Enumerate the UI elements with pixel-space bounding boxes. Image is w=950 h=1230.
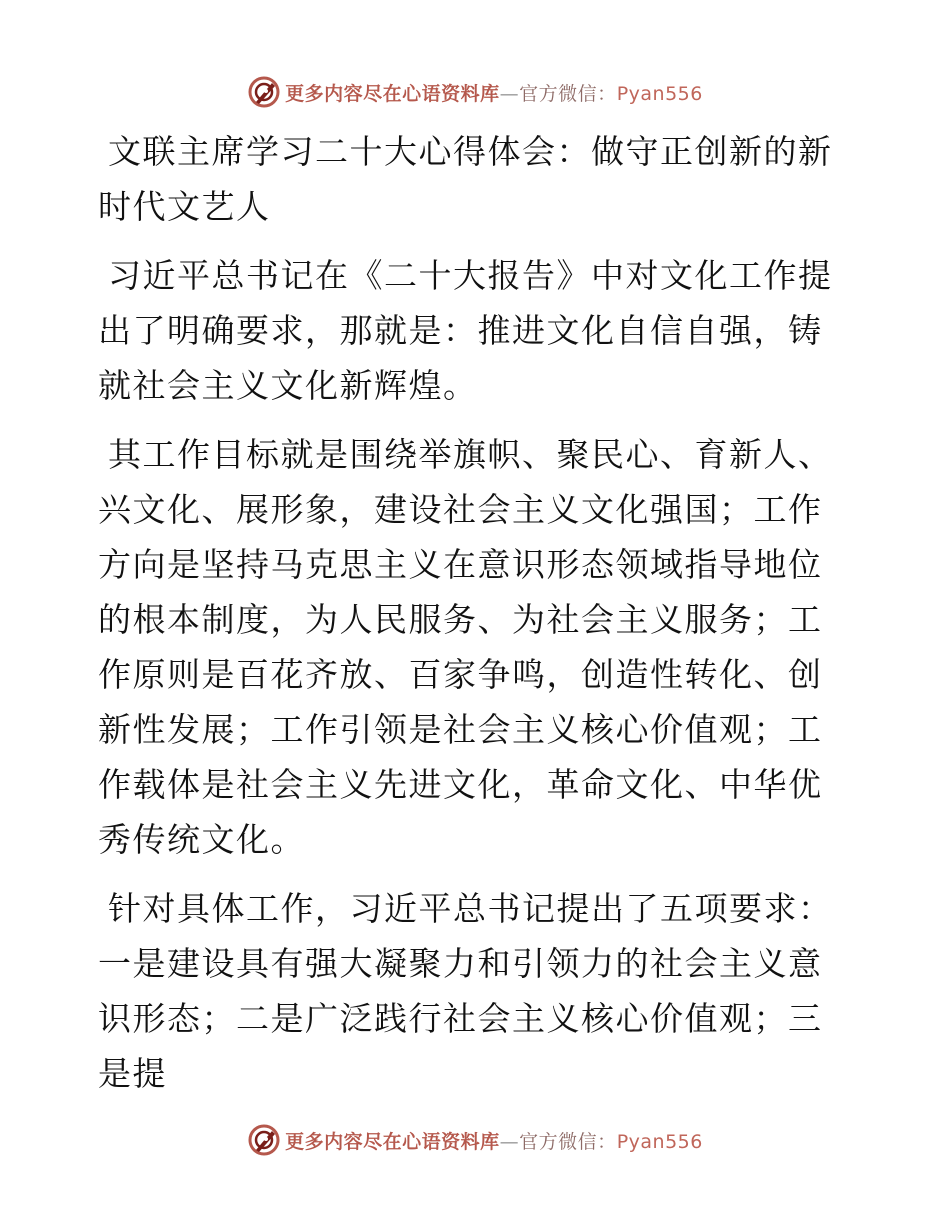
banner-brand-text: 更多内容尽在心语资料库 bbox=[285, 1130, 500, 1153]
banner-separator: — bbox=[499, 82, 520, 105]
header-watermark-banner bbox=[0, 72, 950, 112]
pen-nib-logo-icon bbox=[247, 75, 281, 109]
paragraph-2: 其工作目标就是围绕举旗帜、聚民心、育新人、兴文化、展形象，建设社会主义文化强国；工作方向是坚持马克思主义在意识形态领域指导地位的根本制度，为人民服务、为社会主义服务；工作原则是百花齐放、百家争鸣，创造性转化、创新性发展；工作引领是社会主义核心价值观；工作载体是社会主义先进文化，革命文化、中华优秀传统文化。 bbox=[98, 435, 833, 859]
paragraph-3: 针对具体工作，习近平总书记提出了五项要求： bbox=[108, 889, 833, 928]
banner-brand-text: 更多内容尽在心语资料库 bbox=[285, 82, 500, 105]
banner-wechat-label: 官方微信： bbox=[519, 1130, 617, 1153]
banner-wechat-id: Pyan556 bbox=[616, 82, 703, 105]
document-title: 文联主席学习二十大心得体会：做守正创新的新时代文艺人 bbox=[98, 132, 833, 226]
document-body bbox=[98, 124, 850, 1115]
banner-separator: — bbox=[499, 1130, 520, 1153]
pen-nib-logo-icon bbox=[247, 1123, 281, 1157]
banner-wechat-label: 官方微信： bbox=[519, 82, 617, 105]
banner-wechat-id: Pyan556 bbox=[616, 1130, 703, 1153]
paragraph-1: 习近平总书记在《二十大报告》中对文化工作提出了明确要求，那就是：推进文化自信自强，铸就社会主义文化新辉煌。 bbox=[98, 256, 833, 405]
paragraph-4: 一是建设具有强大凝聚力和引领力的社会主义意识形态；二是广泛践行社会主义核心价值观；三是提 bbox=[98, 944, 823, 1093]
footer-watermark-banner bbox=[0, 1120, 950, 1160]
